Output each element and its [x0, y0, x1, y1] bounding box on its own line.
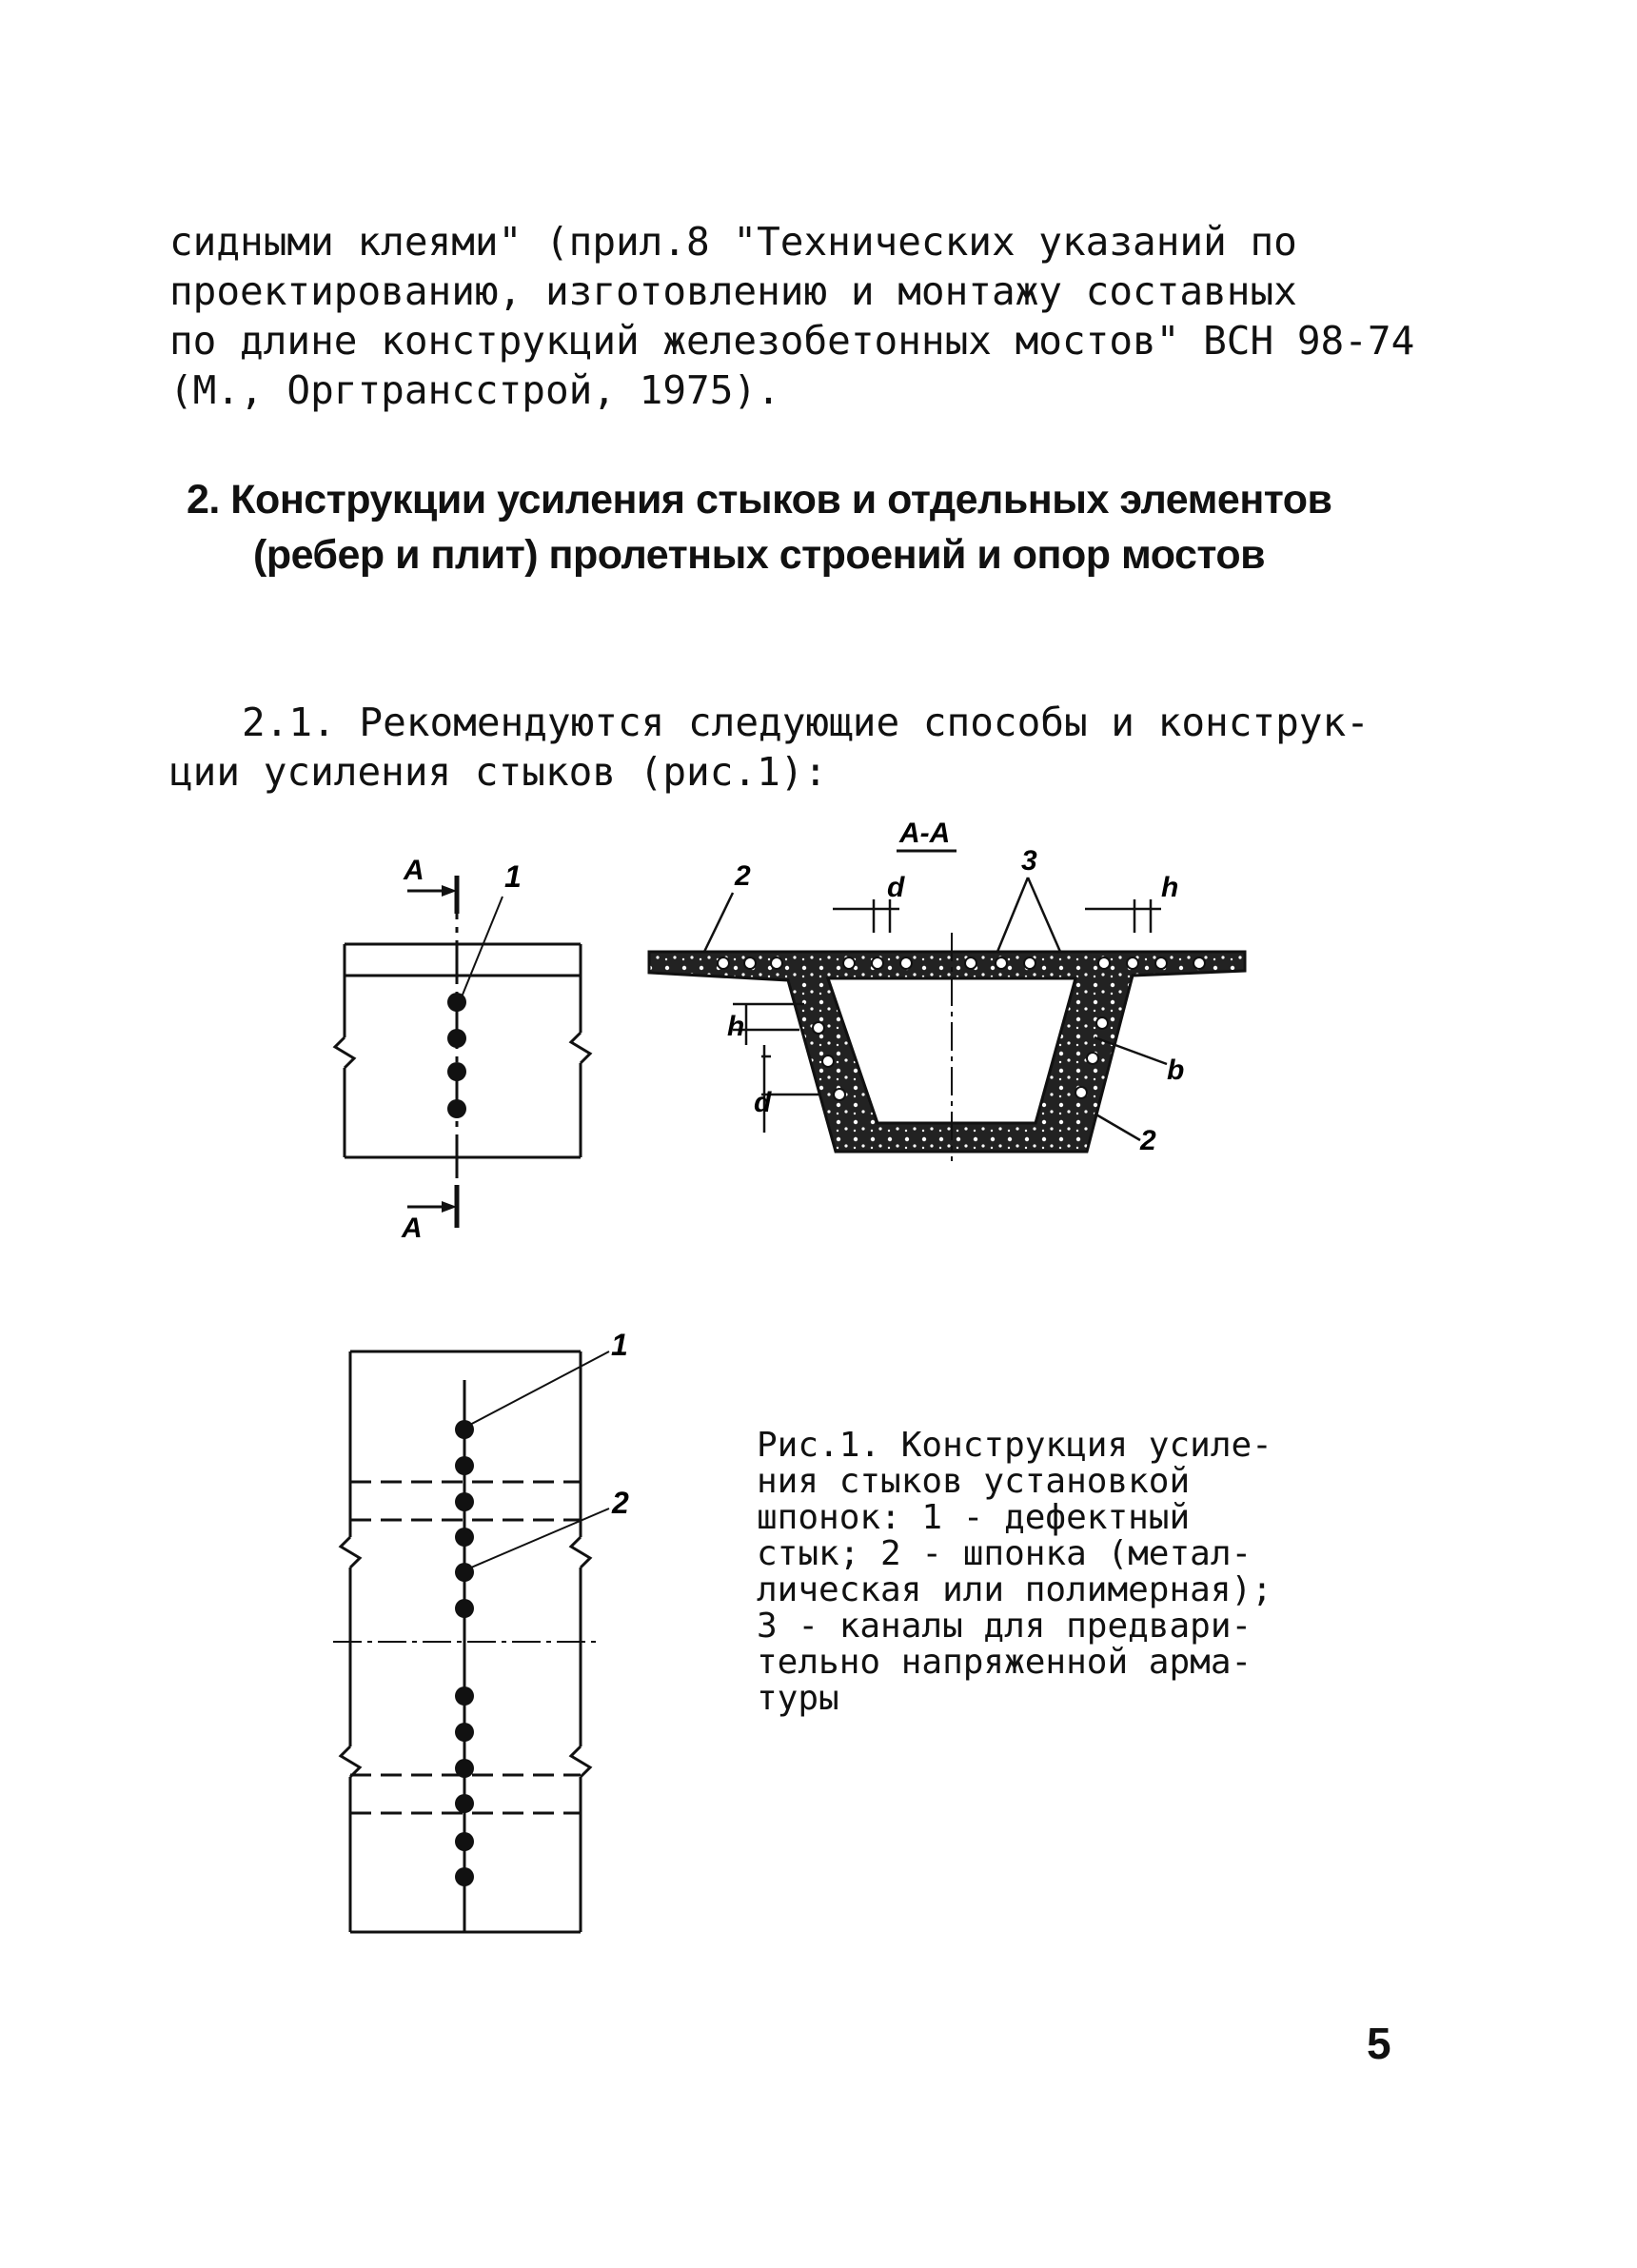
- section-heading-line-2: (ребер и плит) пролетных строений и опор мостов: [253, 532, 1266, 578]
- figure-elevation-top: [324, 847, 609, 1247]
- caption-line: тельно напряженной арма-: [757, 1643, 1252, 1682]
- intro-line: по длине конструкций железобетонных мостов" ВСН 98-74: [169, 318, 1415, 364]
- caption-line: стык; 2 - шпонка (метал-: [757, 1534, 1252, 1573]
- caption-line: туры: [757, 1679, 839, 1718]
- caption-line: лическая или полимерная);: [757, 1570, 1272, 1609]
- caption-line: Рис.1. Конструкция усиле-: [757, 1426, 1272, 1465]
- cut-label-bottom: А: [402, 1213, 423, 1244]
- item-line: ции усиления стыков (рис.1):: [169, 749, 828, 795]
- intro-line: (М., Оргтрансстрой, 1975).: [169, 367, 780, 413]
- label-3: 3: [1021, 845, 1037, 877]
- caption-line: ния стыков установкой: [757, 1462, 1191, 1501]
- dim-d-top: d: [887, 872, 905, 903]
- dim-h-top: h: [1161, 872, 1179, 903]
- section-heading: [187, 472, 1443, 582]
- label-2-right: 2: [1140, 1125, 1156, 1156]
- intro-line: сидными клеями" (прил.8 "Технических указаний по: [169, 219, 1297, 265]
- item-2-1-paragraph: [169, 698, 1426, 797]
- dim-h-left: h: [727, 1011, 745, 1042]
- figure-caption: [757, 1428, 1366, 1717]
- plan-label-2: 2: [612, 1486, 629, 1520]
- page-number: 5: [1367, 2019, 1391, 2068]
- caption-line: 3 - каналы для предвари-: [757, 1607, 1252, 1646]
- dim-b: b: [1167, 1055, 1185, 1086]
- figure-plan-bottom: [324, 1323, 647, 1970]
- intro-line: проектированию, изготовлению и монтажу составных: [169, 268, 1297, 314]
- shear-key-dots: [447, 993, 466, 1118]
- label-1: 1: [504, 859, 522, 894]
- section-heading-line-1: 2. Конструкции усиления стыков и отдельных элементов: [187, 477, 1332, 523]
- intro-paragraph: [169, 217, 1426, 415]
- item-line: 2.1. Рекомендуются следующие способы и конструк-: [242, 700, 1370, 745]
- section-mark: А-А: [899, 818, 951, 849]
- cut-label-top: А: [404, 855, 424, 886]
- plan-label-1: 1: [611, 1328, 628, 1362]
- figure-section-a-a: [628, 809, 1275, 1171]
- label-2-top: 2: [735, 860, 751, 892]
- caption-line: шпонок: 1 - дефектный: [757, 1498, 1191, 1537]
- dim-d-left: d: [754, 1087, 772, 1118]
